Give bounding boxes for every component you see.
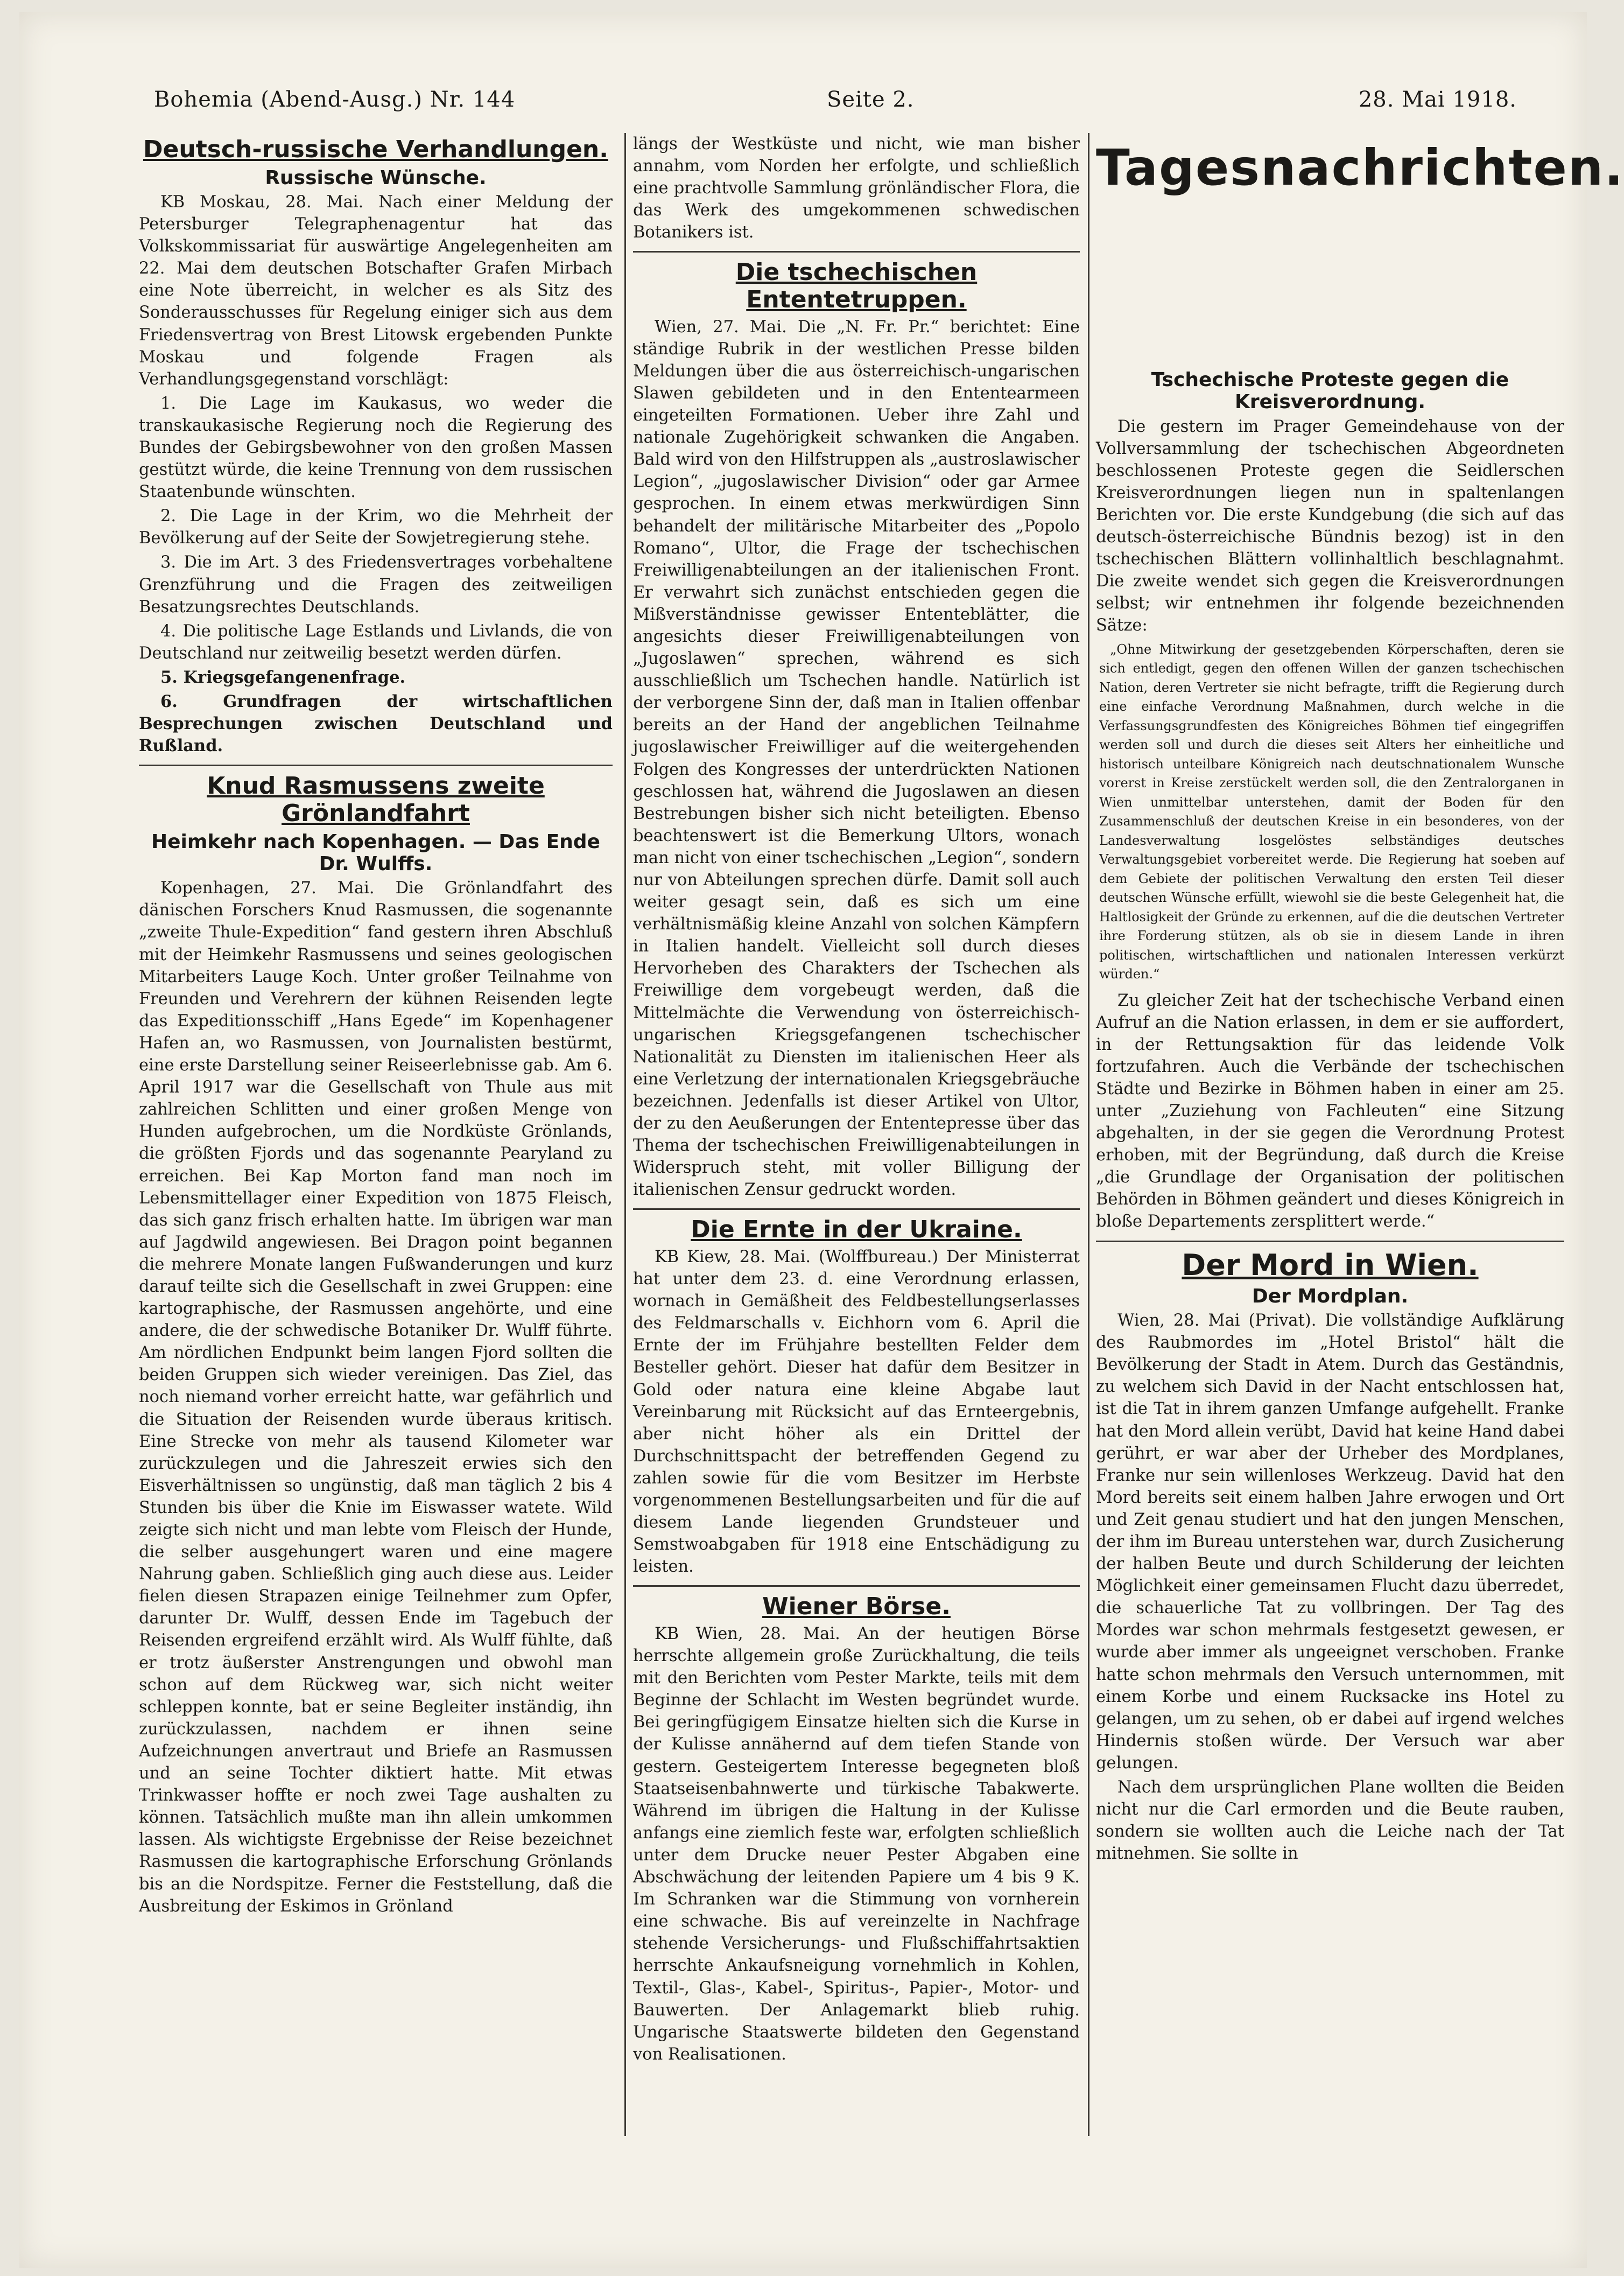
article-paragraph: Die gestern im Prager Gemeindehause von der Vollversammlung der tschechischen Abgeordneten beschlossenen Proteste gegen die Seidlerschen Kreisverordnungen liegen nun in spaltenlangen Berichten vor. Die erste Kundgebung (die sich auf das deutsch-österreichische Bündnis bezog) ist in den tschechischen Blättern vollinhaltlich beschlagnahmt. Die zweite wendet sich gegen die Kreisverordnungen selbst; wir entnehmen ihr folgende bezeichnenden Sätze: (1096, 417, 1564, 635)
article-paragraph: Wien, 27. Mai. Die „N. Fr. Pr.“ berichtet: Eine ständige Rubrik in der westlichen Presse bilden Meldungen über die aus österreichisch-ungarischen Slawen gebildeten und in den Ententearmeen eingeteilten Formationen. Ueber ihre Zahl und nationale Zugehörigkeit schwanken die Angaben. Bald wird von den Hilfstruppen als „austroslawischer Legion“, „jugoslawischer Division“ oder gar Armee gesprochen. In einem etwas merkwürdigen Sinn behandelt der militärische Mitarbeiter des „Popolo Romano“, Ultor, die Frage der tschechischen Freiwilligenabteilungen an der italienischen Front. Er verwahrt sich zunächst entschieden gegen die Mißverständnisse gewisser Ententeblätter, die angesichts dieser Freiwilligenabteilungen von „Jugoslawen“ sprechen, während es sich ausschließlich um Tschechen handle. Natürlich ist der verborgene Sinn der, daß man in Italien offenbar bereits an der Hand der angeblichen Teilnahme jugoslawischer Freiwilliger auf die weitergehenden Folgen des Kongresses der unterdrückten Nationen geschlossen hat, während die Jugoslawen an diesen Bestrebungen bisher sich nicht beteiligten. Ebenso beachtenswert ist die Bemerkung Ultors, wonach man nicht von einer tschechischen „Legion“, sondern nur von Abteilungen sprechen dürfe. Damit soll auch weiter gesagt sein, daß es sich um eine verhältnismäßig kleine Anzahl von solchen Kämpfern in Italien handelt. Vielleicht soll durch dieses Hervorheben des Charakters der Tschechen als Freiwillige dem vorgebeugt werden, daß die Mittelmächte die Verwendung von österreichisch-ungarischen Kriegsgefangenen tschechischer Nationalität zu Diensten im italienischen Heer als eine Verletzung der internationalen Kriegsgebräuche bezeichnen. Jedenfalls ist dieser Artikel von Ultor, der zu den Aeußerungen der Ententepresse über das Thema der tschechischen Freiwilligenabteilungen in Widerspruch steht, mit voller Billigung der italienischen Zensur gedruckt worden. (633, 317, 1080, 1200)
newspaper-page (19, 12, 1624, 2268)
article-title: Wiener Börse. (762, 1593, 951, 1621)
article-paragraph: KB Wien, 28. Mai. An der heutigen Börse herrschte allgemein große Zurückhaltung, die teils mit den Berichten vom Pester Markte, teils mit dem Beginne der Schlacht im Westen begründet wurde. Bei geringfügigem Einsatze hielten sich die Kurse in der Kulisse annähernd auf dem tiefen Stande von gestern. Gesteigertem Interesse begegneten bloß Staatseisenbahnwerte und türkische Tabakwerte. Während im übrigen die Haltung in der Kulisse anfangs eine ziemlich feste war, erfolgten schließlich unter dem Drucke neuer Pester Abgaben eine Abschwächung der leitenden Papiere um 4 bis 9 K. Im Schranken war die Stimmung von vornherein eine schwache. Bis auf vereinzelte in Nachfrage stehende Versicherungs- und Flußschiffahrtsaktien herrschte Ankaufsneigung vornehmlich in Kohlen, Textil-, Glas-, Kabel-, Spiritus-, Papier-, Motor- und Bauwerten. Der Anlagemarkt blieb ruhig. Ungarische Staatswerte bildeten den Gegenstand von Realisationen. (633, 1624, 1080, 2064)
column-2 (633, 133, 1080, 2136)
quote-text: „Ohne Mitwirkung der gesetzgebenden Körperschaften, deren sie sich entledigt, gegen den offenen Willen der ganzen tschechischen Nation, deren Vertreter sie nicht befragte, trifft die Regierung durch eine einfache Verordnung Maßnahmen, durch welche in die Verfassungsgrundfesten des Königreiches Böhmen tief eingegriffen werden soll und durch die dieses seit Alters her einheitliche und historisch unteilbare Königreich nach deutschnationalem Wunsche vorerst in Kreise zerstückelt werden soll, die den Zentralorganen in Wien unmittelbar unterstehen, damit der Boden für den Zusammenschluß der deutschen Kreise in ein besonderes, von der Landesverwaltung losgelöstes selbständiges deutsches Verwaltungsgebiet vorbereitet werde. Die Regierung hat soeben auf dem Gebiete der politischen Verwaltung den ersten Teil dieser deutschen Wünsche erfüllt, wiewohl sie die beste Gelegenheit hat, die Haltlosigkeit der Gründe zu erkennen, auf die die deutschen Vertreter ihre Forderung stützen, als ob sie in diesem Lande in ihren politischen, wirtschaftlichen und nationalen Interessen verkürzt würden.“ (1099, 641, 1564, 982)
article-paragraph: Wien, 28. Mai (Privat). Die vollständige Aufklärung des Raubmordes im „Hotel Bristol“ hält die Bevölkerung der Stadt in Atem. Durch das Geständnis, zu welchem sich David in der Nacht entschlossen hat, ist die Tat in ihrem ganzen Umfange aufgehellt. Franke hat den Mord allein verübt, David hat keine Hand dabei gerührt, er war aber der Urheber des Mordplanes, Franke nur sein willenloses Werkzeug. David hat den Mord bereits seit einem halben Jahre erwogen und Ort und Zeit genau studiert und hat den jungen Menschen, der ihm im Bureau unterstehen war, durch Zusicherung der halben Beute und durch Schilderung der leichten Möglichkeit einer gemeinsamen Flucht dazu überredet, die schauerliche Tat zu vollbringen. Der Tag des Mordes war schon mehrmals festgesetzt gewesen, er wurde aber immer als ungeeignet verschoben. Franke hatte schon mehrmals den Versuch unternommen, mit einem Korbe und einem Rucksacke ins Hotel zu gelangen, um zu sehen, ob er dabei auf irgend welches Hindernis stoßen würde. Der Versuch war aber gelungen. (1096, 1311, 1564, 1773)
article-title: Der Mord in Wien. (1182, 1248, 1479, 1282)
article-paragraph: 4. Die politische Lage Estlands und Livlands, die von Deutschland nur zeitweilig besetzt werden dürfen. (139, 621, 613, 663)
article-subtitle: Heimkehr nach Kopenhagen. — Das Ende Dr. Wulffs. (151, 830, 600, 875)
article-title: Tschechische Proteste gegen die Kreisverordnung. (1151, 368, 1509, 414)
header-publication: Bohemia (Abend-Ausg.) Nr. 144 (154, 87, 516, 112)
article-paragraph: Kopenhagen, 27. Mai. Die Grönlandfahrt des dänischen Forschers Knud Rasmussen, die sogenannte „zweite Thule-Expedition“ fand gestern ihren Abschluß mit der Heimkehr Rasmussens und seines geologischen Mitarbeiters Lauge Koch. Unter großer Teilnahme von Freunden und Verehrern der kühnen Reisenden legte das Expeditionsschiff „Hans Egede“ im Kopenhagener Hafen an, wo Rasmussen, von Journalisten bestürmt, eine erste Darstellung seiner Reiseerlebnisse gab. Am 6. April 1917 war die Gesellschaft von Thule aus mit zahlreichen Schlitten und einer großen Menge von Hunden aufgebrochen, um die Nordküste Grönlands, die größten Fjords und das sogenannte Pearyland zu erreichen. Bei Kap Morton fand man noch im Lebensmittellager einer Expedition von 1875 Fleisch, das sich ganz frisch erhalten hatte. Im übrigen war man auf Jagdwild angewiesen. Bei Dragon point begannen die mehrere Monate langen Fußwanderungen und kurz darauf teilte sich die Gesellschaft in zwei Gruppen: eine kartographische, der Rasmussen angehörte, und eine andere, die der schwedische Botaniker Dr. Wulff führte. Am nördlichen Endpunkt beim langen Fjord sollten die beiden Gruppen sich wieder vereinigen. Das Ziel, das noch niemand vorher erreicht hatte, war gefährlich und die Situation der Reisenden wurde überaus kritisch. Eine Strecke von mehr als tausend Kilometer war zurückzulegen und die Jahreszeit erwies sich den Eisverhältnissen so ungünstig, daß man täglich 2 bis 4 Stunden bis über die Knie im Eiswasser watete. Wild zeigte sich nicht und man lebte vom Fleisch der Hunde, die selber ausgehungert waren und eine magere Nahrung gaben. Schließlich ging auch diese aus. Leider fielen diesen Strapazen einige Teilnehmer zum Opfer, darunter Dr. Wulff, dessen Ende im Tagebuch der Reisenden ergreifend erzählt wird. Als Wulff fühlte, daß er trotz äußerster Anstrengungen und obwohl man schon auf dem Rückweg war, sich nicht weiter schleppen konnte, bat er seine Begleiter inständig, ihn zurückzulassen, nachdem er ihnen seine Aufzeichnungen anvertraut und Briefe an Rasmussen und an seine Tochter diktiert hatte. Mit etwas Trinkwasser hoffte er noch zwei Tage aushalten zu können. Tatsächlich mußte man ihn allein umkommen lassen. Als wichtigste Ergebnisse der Reise bezeichnet Rasmussen die kartographische Erforschung Grönlands bis an die Nordspitze. Ferner die Feststellung, daß die Ausbreitung der Eskimos in Grönland (139, 879, 613, 1916)
article-paragraph: 2. Die Lage in der Krim, wo die Mehrheit der Bevölkerung auf der Seite der Sowjetregierung stehe. (139, 507, 613, 548)
article-separator (633, 1208, 1080, 1210)
column-1 (139, 133, 613, 2136)
quoted-passage (1096, 640, 1564, 984)
article-separator (1096, 1241, 1564, 1242)
page-header (154, 87, 1517, 120)
article-paragraph: 1. Die Lage im Kaukasus, wo weder die transkaukasische Regierung noch die Regierung des Bundes der Gebirgsbewohner von den großen Massen gestützt würde, die keine Trennung von dem russischen Staatenbunde wünschten. (139, 394, 613, 502)
article-separator (633, 1585, 1080, 1587)
header-page-number: Seite 2. (827, 87, 915, 112)
article-title: Die tschechischen Ententetruppen. (735, 258, 978, 314)
article-title: Knud Rasmussens zweite Grönlandfahrt (207, 772, 545, 827)
article-paragraph: 5. Kriegsgefangenenfrage. (160, 667, 406, 687)
article-subtitle: Der Mordplan. (1252, 1285, 1409, 1307)
article-subtitle: Russische Wünsche. (265, 166, 487, 189)
article-paragraph: längs der Westküste und nicht, wie man bisher annahm, vom Norden her erfolgte, und schließlich eine prachtvolle Sammlung grönländischer Flora, die das Werk des umgekommenen schwedischen Botanikers ist. (633, 135, 1080, 242)
section-title: Tagesnachrichten. (1096, 139, 1624, 197)
article-separator (633, 251, 1080, 253)
article-paragraph: KB Kiew, 28. Mai. (Wolffbureau.) Der Ministerrat hat unter dem 23. d. eine Verordnung erlassen, wornach in Gemäßheit des Feldbestellungserlasses des Feldmarschalls v. Eichhorn vom 6. April die Ernte der im Frühjahre bestellten Felder dem Besteller gehört. Dieser hat dafür dem Besitzer in Gold oder natura eine kleine Abgabe laut Vereinbarung mit Rücksicht auf das Ernteergebnis, aber nicht höher als ein Drittel der Durchschnittspacht der betreffenden Gegend zu zahlen sowie für die vom Besitzer im Herbste vorgenommenen Bestellungsarbeiten und für die auf diesem Lande liegenden Grundsteuer und Semstwoabgaben für 1918 eine Entschädigung zu leisten. (633, 1248, 1080, 1577)
article-paragraph: 6. Grundfragen der wirtschaftlichen Besprechungen zwischen Deutschland und Rußland. (139, 692, 613, 756)
article-paragraph: Nach dem ursprünglichen Plane wollten die Beiden nicht nur die Carl ermorden und die Beute rauben, sondern sie wollten auch die Leiche nach der Tat mitnehmen. Sie sollte in (1096, 1778, 1564, 1864)
article-paragraph: 3. Die im Art. 3 des Friedensvertrages vorbehaltene Grenzführung und die Fragen des zeitweiligen Besatzungsrechtes Deutschlands. (139, 553, 613, 617)
header-date: 28. Mai 1918. (1358, 87, 1517, 112)
article-title: Die Ernte in der Ukraine. (691, 1216, 1022, 1244)
column-rule-1 (624, 133, 626, 2136)
article-title: Deutsch-russische Verhandlungen. (143, 136, 608, 163)
article-paragraph: KB Moskau, 28. Mai. Nach einer Meldung der Petersburger Telegraphenagentur hat das Volkskommissariat für auswärtige Angelegenheiten am 22. Mai dem deutschen Botschafter Grafen Mirbach eine Note überreicht, in welcher es als Sitz des Sonderausschusses für Regelung einiger sich aus dem Friedensvertrag von Brest Litowsk ergebenden Punkte Moskau und folgende Fragen als Verhandlungsgegenstand vorschlägt: (139, 192, 613, 389)
column-3 (1096, 133, 1624, 2136)
article-paragraph: Zu gleicher Zeit hat der tschechische Verband einen Aufruf an die Nation erlassen, in dem er sie auffordert, in der Rettungsaktion für das leidende Volk fortzufahren. Auch die Verbände der tschechischen Städte und Bezirke in Böhmen haben in einer am 25. unter „Zuziehung von Fachleuten“ eine Sitzung abgehalten, in der sie gegen die Verordnung Protest erhoben, mit der Begründung, daß durch die Kreise „die Grundlage der Organisation der politischen Behörden in Böhmen geändert und dieses Königreich in bloße Departements zersplittert werde.“ (1096, 991, 1564, 1231)
blank-space (1096, 199, 1564, 366)
article-separator (139, 765, 613, 766)
column-rule-2 (1088, 133, 1089, 2136)
